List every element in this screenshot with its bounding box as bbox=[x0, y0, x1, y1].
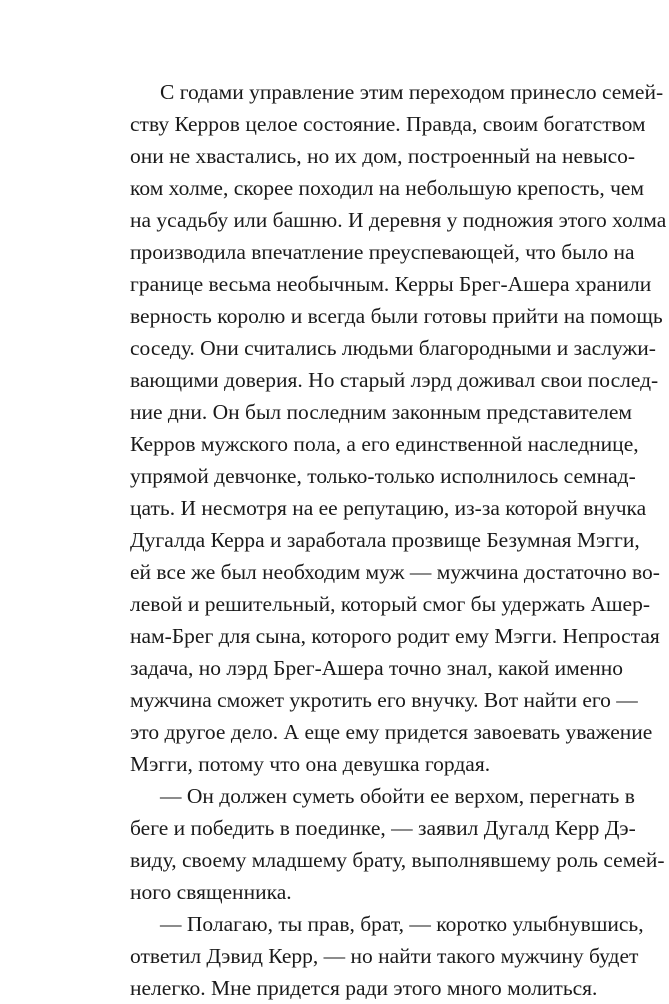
text-line: С годами управление этим переходом принесло семей- bbox=[160, 80, 664, 104]
text-line: производила впечатление преуспевающей, что было на bbox=[130, 240, 635, 264]
text-line: задача, но лэрд Брег-Ашера точно знал, какой именно bbox=[130, 656, 624, 680]
text-line: нам-Брег для сына, которого родит ему Мэгги. Непростая bbox=[130, 624, 660, 648]
text-line: мужчина сможет укротить его внучку. Вот найти его — bbox=[130, 688, 638, 712]
text-line: Керров мужского пола, а его единственной наследнице, bbox=[130, 432, 639, 456]
text-line: — Полагаю, ты прав, брат, — коротко улыбнувшись, bbox=[160, 912, 644, 936]
text-line: упрямой девчонке, только-только исполнилось семнад- bbox=[130, 464, 636, 488]
text-line: на усадьбу или башню. И деревня у подножия этого холма bbox=[130, 208, 667, 232]
text-line: границе весьма необычным. Керры Брег-Ашера хранили bbox=[130, 272, 652, 296]
text-line: они не хвастались, но их дом, построенный на невысо- bbox=[130, 144, 636, 168]
text-line: цать. И несмотря на ее репутацию, из-за которой внучка bbox=[130, 496, 647, 520]
text-line: это другое дело. А еще ему придется завоевать уважение bbox=[130, 720, 653, 744]
text-line: верность королю и всегда были готовы прийти на помощь bbox=[130, 304, 663, 328]
text-line: — Он должен суметь обойти ее верхом, перегнать в bbox=[160, 784, 635, 808]
text-line: ответил Дэвид Керр, — но найти такого мужчину будет bbox=[130, 944, 639, 968]
text-line: Дугалда Керра и заработала прозвище Безумная Мэгги, bbox=[130, 528, 640, 552]
text-line: нелегко. Мне придется ради этого много молиться. bbox=[130, 976, 598, 1000]
text-line: ком холме, скорее походил на небольшую крепость, чем bbox=[130, 176, 645, 200]
text-line: левой и решительный, который смог бы удержать Ашер- bbox=[130, 592, 651, 616]
text-line: виду, своему младшему брату, выполнявшему роль семей- bbox=[130, 848, 665, 872]
text-line: ние дни. Он был последним законным представителем bbox=[130, 400, 633, 424]
text-line: Мэгги, потому что она девушка гордая. bbox=[130, 752, 491, 776]
text-line: вающими доверия. Но старый лэрд доживал свои послед- bbox=[130, 368, 659, 392]
text-line: соседу. Они считались людьми благородными и заслужи- bbox=[130, 336, 656, 360]
text-line: ного священника. bbox=[130, 880, 292, 904]
text-line: ству Керров целое состояние. Правда, своим богатством bbox=[130, 112, 646, 136]
text-line: ей все же был необходим муж — мужчина достаточно во- bbox=[130, 560, 660, 584]
text-line: беге и победить в поединке, — заявил Дугалд Керр Дэ- bbox=[130, 816, 636, 840]
